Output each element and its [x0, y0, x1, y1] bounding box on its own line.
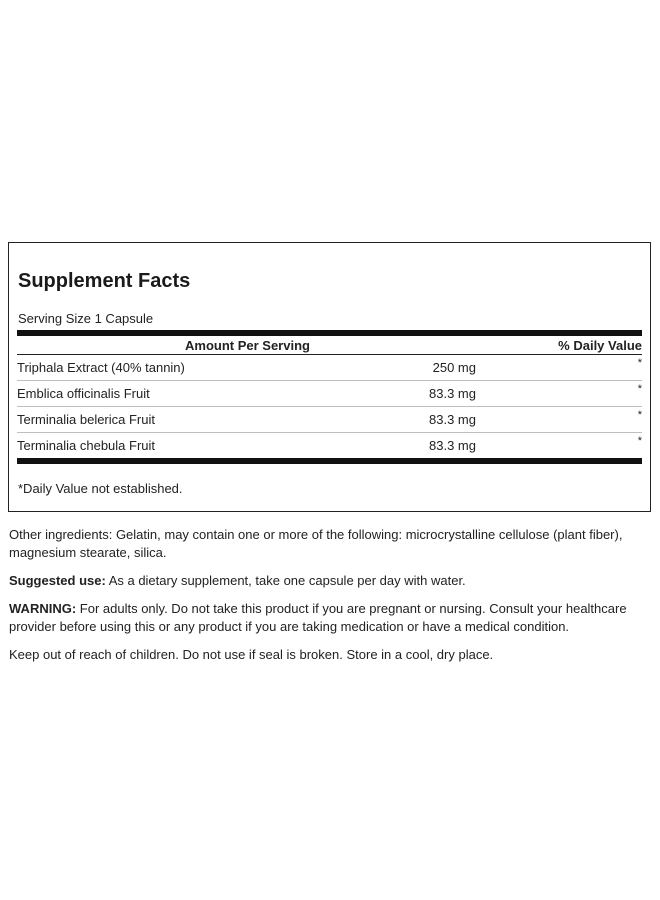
ingredient-daily-value: * — [637, 435, 642, 447]
amount-per-serving-header: Amount Per Serving — [185, 338, 310, 353]
ingredient-row — [17, 381, 642, 407]
ingredient-daily-value: * — [637, 383, 642, 395]
daily-value-footnote: *Daily Value not established. — [18, 481, 183, 496]
warning-paragraph — [9, 600, 654, 636]
supplement-facts-title: Supplement Facts — [18, 270, 191, 292]
ingredient-name: Emblica officinalis Fruit — [17, 386, 150, 401]
warning-text: For adults only. Do not take this product if you are pregnant or nursing. Consult your healthcare provider before using this or any product if you are taking medication or have a medical condition. — [9, 601, 627, 634]
ingredient-row — [17, 355, 642, 381]
suggested-use-label: Suggested use: — [9, 573, 106, 588]
ingredient-row — [17, 433, 642, 459]
ingredient-row — [17, 407, 642, 433]
bottom-thick-rule — [17, 458, 642, 464]
suggested-use-text: As a dietary supplement, take one capsule per day with water. — [105, 573, 466, 588]
top-thick-rule — [17, 330, 642, 336]
ingredient-amount: 83.3 mg — [429, 438, 476, 453]
suggested-use-paragraph — [9, 572, 654, 590]
ingredient-daily-value: * — [637, 357, 642, 369]
ingredient-amount: 83.3 mg — [429, 412, 476, 427]
ingredient-amount: 250 mg — [432, 360, 476, 375]
other-ingredients-text: Other ingredients: Gelatin, may contain one or more of the following: microcrystalline cellulose (plant fiber), magnesium stearate, silica. — [9, 527, 623, 560]
serving-size: Serving Size 1 Capsule — [18, 311, 154, 326]
warning-label: WARNING: — [9, 601, 77, 616]
ingredient-name: Terminalia chebula Fruit — [17, 438, 156, 453]
storage-text: Keep out of reach of children. Do not use if seal is broken. Store in a cool, dry place. — [9, 647, 494, 662]
ingredient-name: Triphala Extract (40% tannin) — [17, 360, 185, 375]
ingredient-name: Terminalia belerica Fruit — [17, 412, 155, 427]
ingredient-amount: 83.3 mg — [429, 386, 476, 401]
supplement-facts-panel — [8, 242, 651, 512]
facts-header-row — [17, 337, 642, 354]
ingredient-daily-value: * — [637, 409, 642, 421]
daily-value-header: % Daily Value — [558, 338, 642, 353]
